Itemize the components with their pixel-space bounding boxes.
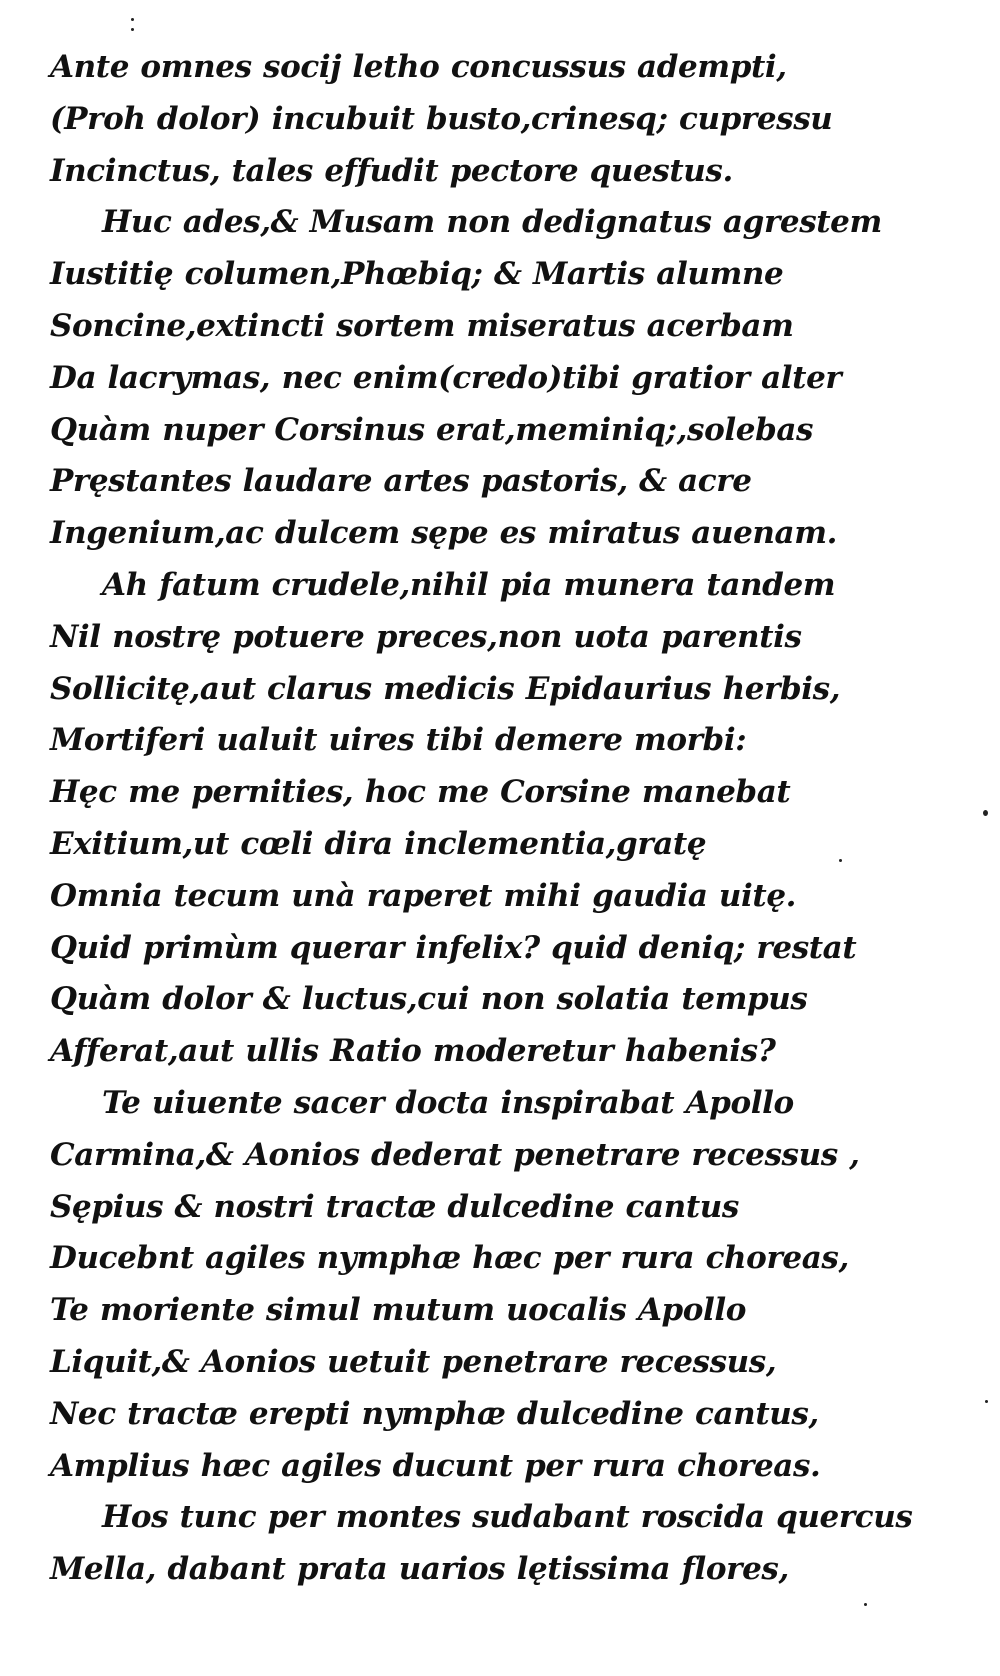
verse-line: (Proh dolor) incubuit busto,crinesq; cupressu: [50, 100, 833, 137]
verse-line: Sollicitę,aut clarus medicis Epidaurius herbis,: [50, 670, 841, 707]
verse-line: Pręstantes laudare artes pastoris, & acre: [50, 463, 752, 500]
verse-line: Carmina,& Aonios dederat penetrare recessus ,: [50, 1136, 860, 1173]
verse-line: Incinctus, tales effudit pectore questus.: [50, 152, 733, 189]
verse-line: Soncine,extincti sortem miseratus acerbam: [50, 307, 794, 344]
ink-speck: [983, 810, 988, 816]
verse-line: Iustitię columen,Phœbiq; & Martis alumne: [50, 256, 784, 293]
ink-speck: [131, 28, 134, 31]
verse-line: Hęc me pernities, hoc me Corsine manebat: [50, 774, 791, 811]
verse-line: Ingenium,ac dulcem sępe es miratus auenam.: [50, 515, 838, 552]
verse-line: Ducebnt agiles nymphæ hæc per rura choreas,: [50, 1240, 849, 1277]
verse-line: Mortiferi ualuit uires tibi demere morbi:: [50, 722, 747, 759]
verse-line: Mella, dabant prata uarios lętissima flores,: [50, 1551, 789, 1588]
verse-line: Amplius hæc agiles ducunt per rura choreas.: [50, 1447, 821, 1484]
verse-line: Nil nostrę potuere preces,non uota parentis: [50, 618, 802, 655]
verse-line: Quid primùm querar infelix? quid deniq; restat: [50, 929, 857, 966]
ink-speck: [131, 18, 134, 21]
verse-line: Omnia tecum unà raperet mihi gaudia uitę.: [50, 877, 797, 914]
verse-line: Afferat,aut ullis Ratio moderetur habenis?: [50, 1033, 776, 1070]
verse-line-indented: Ah fatum crudele,nihil pia munera tandem: [102, 566, 836, 603]
verse-line: Sępius & nostri tractæ dulcedine cantus: [50, 1188, 739, 1225]
verse-line-indented: Huc ades,& Musam non dedignatus agrestem: [102, 204, 882, 241]
verse-line: Exitium,ut cœli dira inclementia,gratę: [50, 825, 707, 862]
verse-line: Nec tractæ erepti nymphæ dulcedine cantus,: [50, 1395, 819, 1432]
ink-speck: [864, 1603, 867, 1606]
verse-line: Quàm nuper Corsinus erat,meminiq;,solebas: [50, 411, 814, 448]
ink-speck: [985, 1400, 988, 1403]
poem-text: [50, 42, 950, 1596]
verse-line: Liquit,& Aonios uetuit penetrare recessus,: [50, 1343, 777, 1380]
verse-line: Te moriente simul mutum uocalis Apollo: [50, 1292, 747, 1329]
verse-line-indented: Te uiuente sacer docta inspirabat Apollo: [102, 1084, 794, 1121]
verse-line-indented: Hos tunc per montes sudabant roscida quercus: [102, 1499, 913, 1536]
verse-line: Quàm dolor & luctus,cui non solatia tempus: [50, 981, 808, 1018]
verse-line: Ante omnes socij letho concussus adempti,: [50, 49, 787, 85]
verse-line: Da lacrymas, nec enim(credo)tibi gratior alter: [50, 359, 842, 396]
